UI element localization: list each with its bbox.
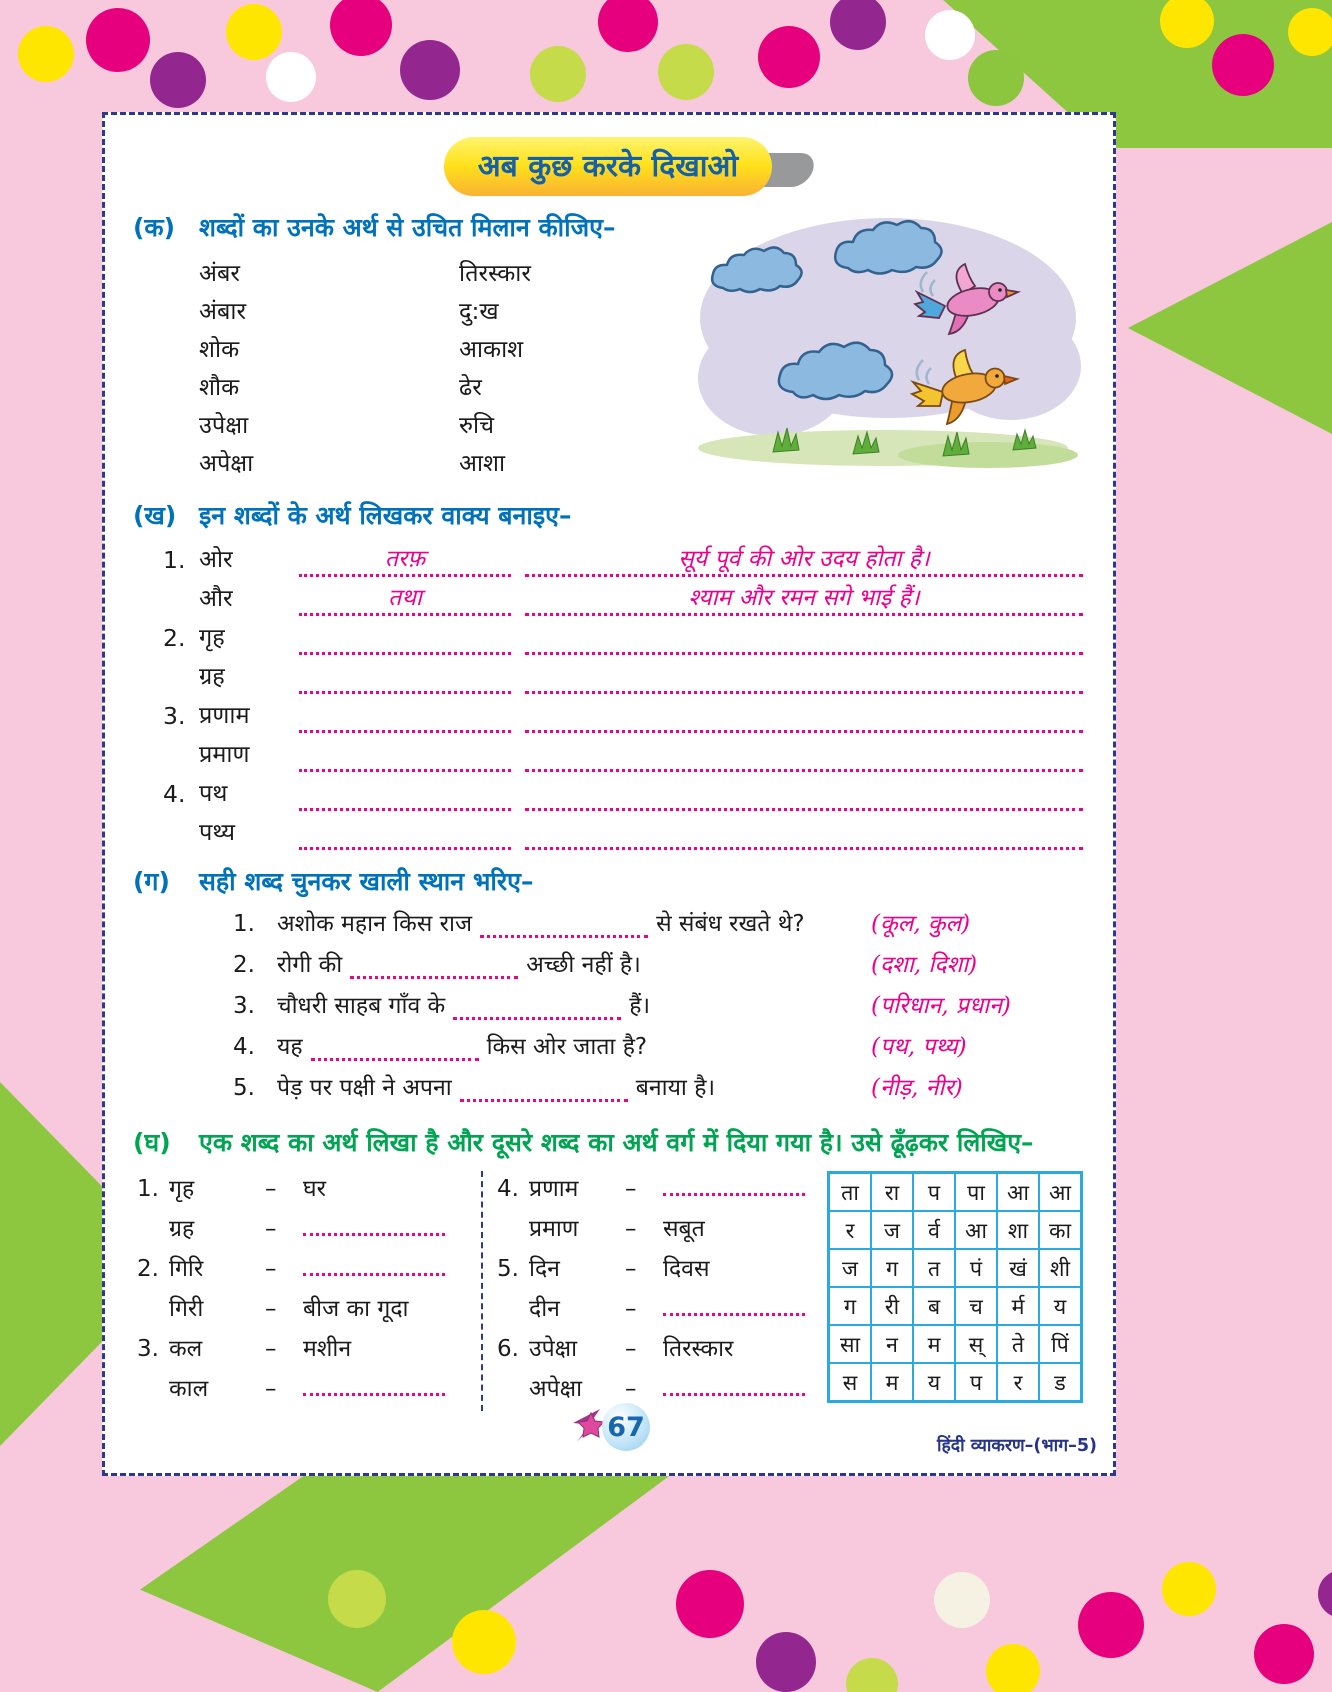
- answer-blank[interactable]: [663, 1375, 805, 1396]
- section-kha-heading: इन शब्दों के अर्थ लिखकर वाक्य बनाइए–: [199, 501, 572, 530]
- word-grid-cell[interactable]: र: [997, 1363, 1039, 1401]
- match-word[interactable]: अंबर: [199, 259, 240, 287]
- section-gha-header: [133, 1125, 1083, 1159]
- polka-dot: [452, 1610, 516, 1674]
- fill-blank[interactable]: [311, 1039, 479, 1061]
- word-meaning-row: [133, 538, 1083, 577]
- word: गृह: [169, 1176, 195, 1202]
- word-grid-cell[interactable]: स: [829, 1363, 871, 1401]
- meaning-cell: [663, 1211, 803, 1243]
- meaning-cell: [663, 1375, 805, 1401]
- sentence-before: चौधरी साहब गाँव के: [277, 993, 446, 1019]
- word-meaning-row: [133, 772, 1083, 811]
- sentence-before: यह: [277, 1034, 303, 1060]
- sentence: [277, 1070, 871, 1102]
- sentence-before: अशोक महान किस राज: [277, 911, 473, 937]
- item-number: 2.: [137, 1256, 159, 1282]
- polka-dot: [226, 4, 282, 60]
- fill-blank-row: [133, 906, 1083, 947]
- sentence-blank[interactable]: [525, 701, 1083, 733]
- word-grid-cell[interactable]: री: [871, 1287, 913, 1325]
- word-pair-row: [493, 1211, 803, 1251]
- sentence: [277, 906, 871, 938]
- word-grid-cell[interactable]: रा: [871, 1173, 913, 1211]
- word: पथ्य: [199, 818, 236, 846]
- word-grid-cell[interactable]: ज: [871, 1211, 913, 1249]
- word: प्रणाम: [199, 701, 250, 729]
- word-grid-cell[interactable]: र्व: [913, 1211, 955, 1249]
- item-number: [163, 769, 199, 772]
- dash: –: [265, 1256, 277, 1282]
- answer-options: (दशा, दिशा): [871, 952, 978, 978]
- meaning-cell: [663, 1175, 805, 1201]
- answer-options: (कूल, कुल): [871, 911, 971, 937]
- word-grid-cell[interactable]: आ: [1039, 1173, 1081, 1211]
- sentence-after: बनाया है।: [635, 1075, 716, 1101]
- word-meaning-row: [133, 733, 1083, 772]
- meaning-cell: [663, 1295, 805, 1321]
- section-ga-body: [133, 906, 1083, 1111]
- word-grid-cell[interactable]: म: [913, 1325, 955, 1363]
- polka-dot: [1288, 8, 1332, 56]
- page-number-badge: [568, 1403, 650, 1451]
- meaning-blank[interactable]: [299, 623, 511, 655]
- polka-dot: [756, 1632, 816, 1692]
- word: और: [199, 584, 233, 612]
- item-number: 4.: [497, 1176, 519, 1202]
- meaning-text: दिवस: [663, 1256, 710, 1282]
- word-grid-cell[interactable]: खं: [997, 1249, 1039, 1287]
- word-pair-row: [133, 1211, 481, 1251]
- meaning-text: बीज का गूदा: [303, 1296, 409, 1322]
- polka-dot: [266, 52, 316, 102]
- meaning-cell: [303, 1375, 481, 1401]
- word-grid-cell[interactable]: आ: [955, 1211, 997, 1249]
- polka-dot: [400, 40, 460, 100]
- word-grid-cell[interactable]: प: [955, 1363, 997, 1401]
- meaning-cell: [303, 1331, 481, 1363]
- sentence-after: अच्छी नहीं है।: [526, 952, 641, 978]
- word: गिरि: [169, 1256, 204, 1282]
- page-title-banner: [444, 137, 773, 196]
- word-pair-row: [133, 1171, 481, 1211]
- word-grid-cell[interactable]: ग: [829, 1287, 871, 1325]
- word-pair-row: [133, 1371, 481, 1411]
- item-number: 5.: [233, 1075, 255, 1101]
- gha-right-column: [481, 1171, 803, 1411]
- match-word[interactable]: शौक: [199, 373, 240, 401]
- polka-dot: [925, 10, 975, 60]
- sentence-before: पेड़ पर पक्षी ने अपना: [277, 1075, 452, 1101]
- word: काल: [169, 1376, 209, 1402]
- word-grid-cell[interactable]: प: [913, 1173, 955, 1211]
- meaning-blank[interactable]: [299, 818, 511, 850]
- word-grid-cell[interactable]: ड: [1039, 1363, 1081, 1401]
- word: ग्रह: [199, 662, 225, 690]
- polka-dot: [658, 44, 714, 100]
- sentence-before: रोगी की: [277, 952, 343, 978]
- birds-clouds-illustration: [693, 210, 1083, 484]
- section-gha-heading: एक शब्द का अर्थ लिखा है और दूसरे शब्द का अर्थ वर्ग में दिया गया है। उसे ढूँढ़कर लिखिए–: [199, 1128, 1034, 1157]
- item-number: 1.: [233, 911, 255, 937]
- fill-blank[interactable]: [460, 1080, 628, 1102]
- word-grid-cell[interactable]: ब: [913, 1287, 955, 1325]
- word-meaning-row: [133, 616, 1083, 655]
- item-number: 2.: [233, 952, 255, 978]
- dash: –: [265, 1216, 277, 1242]
- polka-dot: [934, 1572, 990, 1628]
- polka-dot: [986, 1644, 1040, 1692]
- meaning-cell: [303, 1215, 481, 1241]
- word-pair-row: [493, 1171, 803, 1211]
- fill-blank-row: [133, 988, 1083, 1029]
- fill-blank[interactable]: [350, 957, 518, 979]
- word-search-grid: [827, 1171, 1083, 1403]
- word-grid-cell[interactable]: म: [871, 1363, 913, 1401]
- sentence-after: किस ओर जाता है?: [486, 1034, 648, 1060]
- polka-dot: [1162, 1562, 1216, 1616]
- word-grid-cell[interactable]: पं: [955, 1249, 997, 1287]
- word-grid-cell[interactable]: य: [1039, 1287, 1081, 1325]
- match-word[interactable]: रुचि: [459, 411, 495, 439]
- polka-dot: [830, 0, 886, 50]
- word-pair-row: [493, 1251, 803, 1291]
- sentence-after: से संबंध रखते थे?: [656, 911, 805, 937]
- word: गिरी: [169, 1296, 204, 1322]
- word-grid-cell[interactable]: आ: [997, 1173, 1039, 1211]
- word: दीन: [529, 1296, 560, 1322]
- word-grid-cell[interactable]: च: [955, 1287, 997, 1325]
- word: पथ: [199, 779, 228, 807]
- item-number: 6.: [497, 1336, 519, 1362]
- meaning-blank[interactable]: [299, 584, 511, 616]
- meaning-cell: [303, 1255, 481, 1281]
- fill-blank-row: [133, 1029, 1083, 1070]
- dash: –: [625, 1376, 637, 1402]
- page-number: 67: [602, 1403, 650, 1451]
- dash: –: [625, 1216, 637, 1242]
- polka-dot: [968, 50, 1024, 106]
- polka-dot: [1078, 1592, 1144, 1658]
- match-word[interactable]: ढेर: [459, 373, 482, 401]
- word-pair-row: [133, 1251, 481, 1291]
- polka-dot: [530, 46, 586, 102]
- dash: –: [625, 1336, 637, 1362]
- word: प्रमाण: [529, 1216, 579, 1242]
- item-number: [163, 847, 199, 850]
- dash: –: [265, 1176, 277, 1202]
- polka-dot: [598, 0, 658, 52]
- sentence-blank[interactable]: [525, 740, 1083, 772]
- word: ओर: [199, 545, 233, 573]
- item-number: 2.: [163, 624, 186, 652]
- green-accent-shape-right: [1128, 222, 1332, 434]
- polka-dot: [758, 26, 820, 88]
- word-grid-cell[interactable]: शा: [997, 1211, 1039, 1249]
- word-grid-cell[interactable]: का: [1039, 1211, 1081, 1249]
- match-word[interactable]: अंबार: [199, 297, 247, 325]
- word-grid-cell[interactable]: न: [871, 1325, 913, 1363]
- sentence-blank[interactable]: [525, 818, 1083, 850]
- word: कल: [169, 1336, 203, 1362]
- word-grid-cell[interactable]: ज: [829, 1249, 871, 1287]
- word-grid-cell[interactable]: ता: [829, 1173, 871, 1211]
- polka-dot: [18, 26, 74, 82]
- answer-blank[interactable]: [663, 1295, 805, 1316]
- polka-dot: [330, 0, 392, 56]
- word-grid-cell[interactable]: र्म: [997, 1287, 1039, 1325]
- polka-dot: [846, 1658, 898, 1692]
- item-number: [163, 613, 199, 616]
- answer-blank[interactable]: [303, 1255, 445, 1276]
- section-kha-body: [133, 538, 1083, 850]
- word-grid-cell[interactable]: शी: [1039, 1249, 1081, 1287]
- section-ga-header: [133, 864, 1083, 898]
- meaning-text: तिरस्कार: [663, 1336, 734, 1362]
- word-grid-cell[interactable]: पिं: [1039, 1325, 1081, 1363]
- fill-blank-row: [133, 947, 1083, 988]
- word: अपेक्षा: [529, 1376, 583, 1402]
- sentence-blank[interactable]: [525, 545, 1083, 577]
- page-title: अब कुछ करके दिखाओ: [444, 137, 773, 196]
- sentence: [277, 947, 871, 979]
- dash: –: [625, 1296, 637, 1322]
- item-number: 1.: [163, 546, 186, 574]
- meaning-cell: [303, 1291, 481, 1323]
- word-grid-cell[interactable]: पा: [955, 1173, 997, 1211]
- word-grid-cell[interactable]: सा: [829, 1325, 871, 1363]
- fill-blank[interactable]: [480, 916, 648, 938]
- fill-blank-row: [133, 1070, 1083, 1111]
- dash: –: [625, 1256, 637, 1282]
- section-kha-header: [133, 498, 1083, 532]
- meaning-cell: [663, 1251, 803, 1283]
- word-meaning-row: [133, 694, 1083, 733]
- answer-options: (पथ, पथ्य): [871, 1034, 967, 1060]
- section-ka-body: [133, 252, 1083, 484]
- answer-blank[interactable]: [303, 1375, 445, 1396]
- match-word[interactable]: आकाश: [459, 335, 524, 363]
- polka-dot: [1318, 1570, 1332, 1618]
- fill-blank[interactable]: [453, 998, 621, 1020]
- match-word[interactable]: अपेक्षा: [199, 449, 254, 477]
- word: गृह: [199, 623, 225, 651]
- word-grid-cell[interactable]: र: [829, 1211, 871, 1249]
- handwritten-meaning: तथा: [388, 585, 422, 611]
- item-number: 3.: [137, 1336, 159, 1362]
- meaning-cell: [303, 1171, 481, 1203]
- word: प्रमाण: [199, 740, 250, 768]
- word-grid-cell[interactable]: ते: [997, 1325, 1039, 1363]
- handwritten-meaning: तरफ़: [384, 546, 426, 572]
- section-ga-label: (ग): [133, 867, 170, 896]
- polka-dot: [1212, 34, 1274, 96]
- sentence-blank[interactable]: [525, 623, 1083, 655]
- word: उपेक्षा: [529, 1336, 578, 1362]
- answer-blank[interactable]: [303, 1215, 445, 1236]
- dash: –: [265, 1336, 277, 1362]
- word-pair-row: [133, 1331, 481, 1371]
- sentence: [277, 1029, 871, 1061]
- item-number: 5.: [497, 1256, 519, 1282]
- item-number: 1.: [137, 1176, 159, 1202]
- meaning-blank[interactable]: [299, 545, 511, 577]
- handwritten-sentence: सूर्य पूर्व की ओर उदय होता है।: [678, 546, 930, 572]
- meaning-blank[interactable]: [299, 701, 511, 733]
- item-number: 3.: [233, 993, 255, 1019]
- dash: –: [265, 1376, 277, 1402]
- meaning-text: मशीन: [303, 1336, 352, 1362]
- word: ग्रह: [169, 1216, 195, 1242]
- meaning-blank[interactable]: [299, 740, 511, 772]
- item-number: 4.: [163, 780, 186, 808]
- sentence: [277, 988, 871, 1020]
- item-number: 3.: [163, 702, 186, 730]
- word: दिन: [529, 1256, 560, 1282]
- sentence-after: हैं।: [629, 993, 651, 1019]
- polka-dot: [86, 8, 150, 72]
- word-grid-cell[interactable]: स्: [955, 1325, 997, 1363]
- word-pair-row: [133, 1291, 481, 1331]
- meaning-text: घर: [303, 1176, 326, 1202]
- section-ga-heading: सही शब्द चुनकर खाली स्थान भरिए–: [199, 867, 534, 896]
- word-meaning-row: [133, 577, 1083, 616]
- section-gha-label: (घ): [133, 1128, 171, 1157]
- word-grid-cell[interactable]: त: [913, 1249, 955, 1287]
- section-ka-heading: शब्दों का उनके अर्थ से उचित मिलान कीजिए–: [199, 213, 616, 242]
- book-reference: हिंदी व्याकरण–(भाग–5): [936, 1436, 1097, 1456]
- word-meaning-row: [133, 655, 1083, 694]
- match-word[interactable]: उपेक्षा: [199, 411, 249, 439]
- polka-dot: [328, 1570, 386, 1628]
- word-pair-row: [493, 1331, 803, 1371]
- sentence-blank[interactable]: [525, 662, 1083, 694]
- dash: –: [625, 1176, 637, 1202]
- meaning-blank[interactable]: [299, 779, 511, 811]
- word-meaning-row: [133, 811, 1083, 850]
- section-kha-label: (ख): [133, 501, 177, 530]
- word: प्रणाम: [529, 1176, 579, 1202]
- match-word[interactable]: दु:ख: [459, 297, 499, 325]
- word-pair-row: [493, 1291, 803, 1331]
- meaning-text: सबूत: [663, 1216, 705, 1242]
- word-grid-cell[interactable]: य: [913, 1363, 955, 1401]
- polka-dot: [150, 52, 206, 108]
- item-number: [163, 691, 199, 694]
- gha-left-column: [133, 1171, 481, 1411]
- item-number: 4.: [233, 1034, 255, 1060]
- sentence-blank[interactable]: [525, 779, 1083, 811]
- word-grid-cell[interactable]: ग: [871, 1249, 913, 1287]
- match-right-column: [459, 252, 531, 484]
- polka-dot: [676, 1570, 744, 1638]
- answer-blank[interactable]: [663, 1175, 805, 1196]
- polka-dot: [1254, 1624, 1314, 1684]
- dash: –: [265, 1296, 277, 1322]
- worksheet: [102, 112, 1116, 1476]
- section-ka-label: (क): [133, 213, 176, 242]
- match-left-column: [199, 252, 319, 484]
- answer-options: (परिधान, प्रधान): [871, 993, 1011, 1019]
- match-word[interactable]: तिरस्कार: [459, 259, 531, 287]
- meaning-blank[interactable]: [299, 662, 511, 694]
- section-gha-body: [133, 1171, 1083, 1411]
- meaning-cell: [663, 1331, 803, 1363]
- sentence-blank[interactable]: [525, 584, 1083, 616]
- answer-options: (नीड़, नीर): [871, 1075, 963, 1101]
- handwritten-sentence: श्याम और रमन सगे भाई हैं।: [688, 585, 920, 611]
- match-word[interactable]: शोक: [199, 335, 240, 363]
- match-word[interactable]: आशा: [459, 449, 506, 477]
